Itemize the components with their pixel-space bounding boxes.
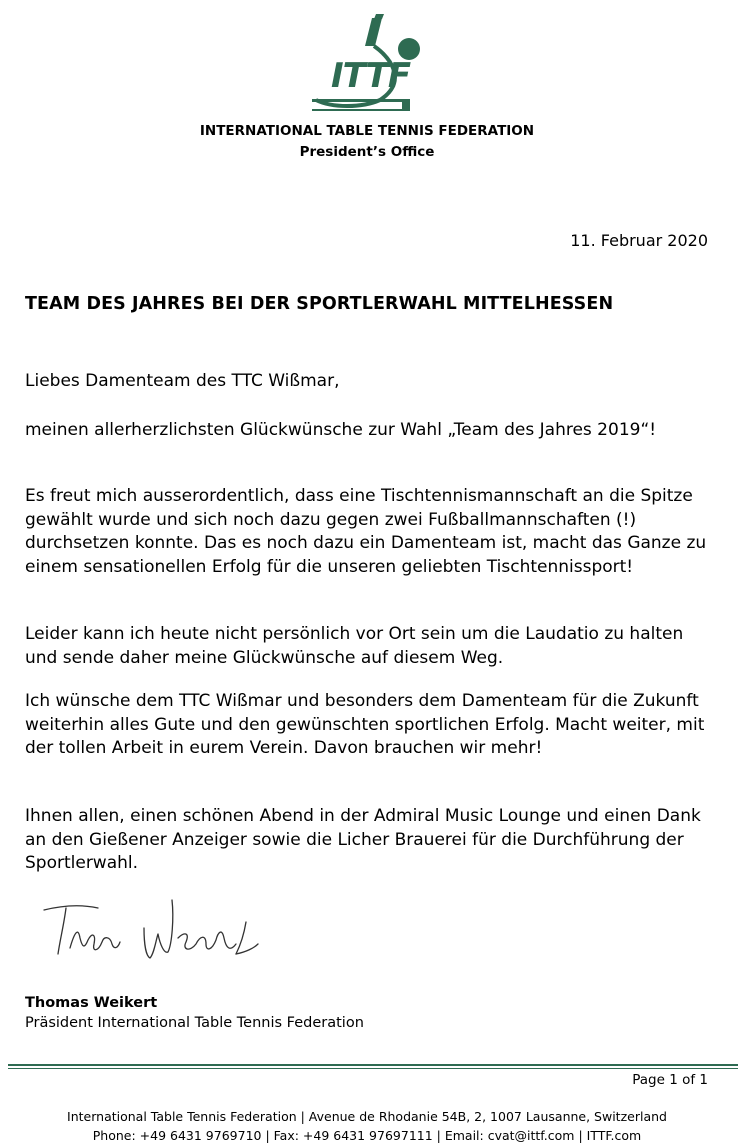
signatory-title: Präsident International Table Tennis Federation [25,1015,364,1031]
office-name: President’s Office [299,144,435,160]
paragraph-2: Es freut mich ausserordentlich, dass eine Tischtennismannschaft an die Spitze gewählt wurde und sich noch dazu gegen zwei Fußballmannschaften (!) durchsetzen konnte. Das es noch dazu ein Damenteam ist, macht das Ganze zu einem sensationellen Erfolg für die unseren geliebten Tischtennissport! [25,486,707,577]
letter-date: 11. Februar 2020 [570,231,708,250]
letter-title: TEAM DES JAHRES BEI DER SPORTLERWAHL MITTELHESSEN [25,294,614,314]
footer-address: International Table Tennis Federation | Avenue de Rhodanie 54B, 2, 1007 Lausanne, Switzerland [67,1109,667,1124]
paragraph-5: Ihnen allen, einen schönen Abend in der Admiral Music Lounge und einen Dank an den Gießener Anzeiger sowie die Licher Brauerei für die Durchführung der Sportlerwahl. [25,806,701,873]
paragraph-1: meinen allerherzlichsten Glückwünsche zur Wahl „Team des Jahres 2019“! [25,420,657,440]
footer-divider [8,1064,738,1066]
signatory-name: Thomas Weikert [25,995,158,1011]
organization-name: INTERNATIONAL TABLE TENNIS FEDERATION [199,123,535,139]
footer-contact: Phone: +49 6431 9769710 | Fax: +49 6431 97697111 | Email: cvat@ittf.com | ITTF.com [92,1128,642,1143]
svg-text:ITTF: ITTF [331,56,411,96]
footer-divider-thin [8,1068,738,1069]
paragraph-3: Leider kann ich heute nicht persönlich vor Ort sein um die Laudatio zu halten und sende daher meine Glückwünsche auf diesem Weg. [25,624,684,668]
greeting: Liebes Damenteam des TTC Wißmar, [25,371,340,391]
paragraph-4: Ich wünsche dem TTC Wißmar und besonders dem Damenteam für die Zukunft weiterhin alles Gute und den gewünschten sportlichen Erfolg. Macht weiter, mit der tollen Arbeit in eurem Verein. Davon brauchen wir mehr! [25,691,705,758]
handwritten-signature [40,888,270,973]
page-number: Page 1 of 1 [632,1072,708,1088]
ittf-logo [298,8,438,118]
